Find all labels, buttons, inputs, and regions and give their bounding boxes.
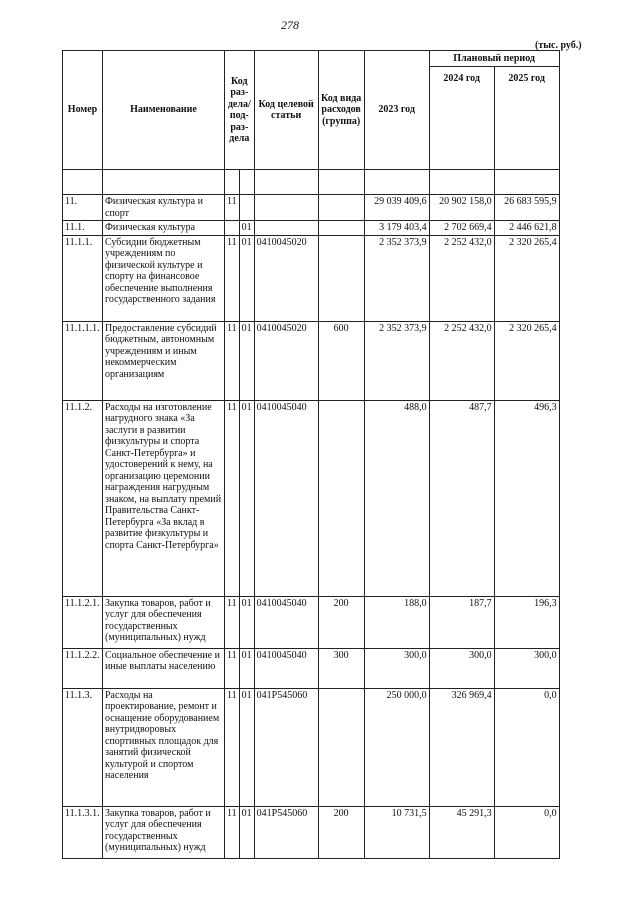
row-amount-2023: 29 039 409,6 bbox=[364, 195, 429, 221]
row-amount-2025: 300,0 bbox=[494, 648, 559, 688]
row-subsection: 01 bbox=[239, 806, 254, 858]
row-amount-2024: 187,7 bbox=[429, 596, 494, 648]
row-expense-type bbox=[318, 688, 364, 806]
row-section: 11 bbox=[225, 195, 240, 221]
table-row bbox=[63, 221, 560, 236]
row-amount-2023: 2 352 373,9 bbox=[364, 235, 429, 321]
header-plan-period: Плановый период bbox=[429, 51, 559, 67]
row-target-code: 041P545060 bbox=[254, 806, 318, 858]
row-name: Расходы на изготовление нагрудного знака «За заслуги в развитии физкультуры и спорта Санкт-Петербурга» и удостоверений к нему, на организацию церемонии награждения нагрудным знаком, на выплату премий Правительства Санкт-Петербурга «За вклад в развитие физкультуры и спорта Санкт-Петербурга» bbox=[103, 400, 225, 596]
row-expense-type: 600 bbox=[318, 321, 364, 400]
table-row bbox=[63, 648, 560, 688]
row-section: 11 bbox=[225, 235, 240, 321]
row-number: 11.1.1. bbox=[63, 235, 103, 321]
table-row bbox=[63, 235, 560, 321]
table-row bbox=[63, 688, 560, 806]
row-target-code: 0410045040 bbox=[254, 400, 318, 596]
row-name: Расходы на проектирование, ремонт и оснащение оборудованием внутридворовых спортивных площадок для занятий физической культурой и спортом населения bbox=[103, 688, 225, 806]
table-row bbox=[63, 321, 560, 400]
row-section: 11 bbox=[225, 688, 240, 806]
table-row bbox=[63, 596, 560, 648]
row-amount-2025: 0,0 bbox=[494, 806, 559, 858]
row-section: 11 bbox=[225, 400, 240, 596]
row-section: 11 bbox=[225, 596, 240, 648]
row-target-code: 041P545060 bbox=[254, 688, 318, 806]
row-amount-2024: 2 252 432,0 bbox=[429, 321, 494, 400]
row-amount-2024: 326 969,4 bbox=[429, 688, 494, 806]
row-number: 11.1.1.1. bbox=[63, 321, 103, 400]
row-section bbox=[225, 221, 240, 236]
row-number: 11.1.2.2. bbox=[63, 648, 103, 688]
row-section: 11 bbox=[225, 806, 240, 858]
row-subsection: 01 bbox=[239, 688, 254, 806]
row-number: 11.1.2. bbox=[63, 400, 103, 596]
row-amount-2023: 10 731,5 bbox=[364, 806, 429, 858]
page-number: 278 bbox=[281, 18, 299, 32]
row-amount-2023: 250 000,0 bbox=[364, 688, 429, 806]
row-number: 11.1.3.1. bbox=[63, 806, 103, 858]
row-target-code bbox=[254, 221, 318, 236]
row-amount-2024: 20 902 158,0 bbox=[429, 195, 494, 221]
table-row bbox=[63, 400, 560, 596]
row-number: 11. bbox=[63, 195, 103, 221]
row-amount-2025: 0,0 bbox=[494, 688, 559, 806]
row-number: 11.1.2.1. bbox=[63, 596, 103, 648]
header-section-code: Код раз- дела/ под- раз- дела bbox=[225, 51, 255, 170]
row-amount-2023: 3 179 403,4 bbox=[364, 221, 429, 236]
row-name: Предоставление субсидий бюджетным, автономным учреждениям и иным некоммерческим организациям bbox=[103, 321, 225, 400]
row-amount-2025: 496,3 bbox=[494, 400, 559, 596]
row-name: Закупка товаров, работ и услуг для обеспечения государственных (муниципальных) нужд bbox=[103, 806, 225, 858]
row-section: 11 bbox=[225, 321, 240, 400]
header-year-2024: 2024 год bbox=[429, 67, 494, 170]
header-name: Наименование bbox=[103, 51, 225, 170]
row-amount-2023: 488,0 bbox=[364, 400, 429, 596]
header-target-code: Код целевой статьи bbox=[254, 51, 318, 170]
header-year-2025: 2025 год bbox=[494, 67, 559, 170]
row-expense-type: 300 bbox=[318, 648, 364, 688]
row-expense-type bbox=[318, 195, 364, 221]
row-expense-type: 200 bbox=[318, 596, 364, 648]
row-subsection: 01 bbox=[239, 321, 254, 400]
row-target-code: 0410045040 bbox=[254, 596, 318, 648]
row-amount-2024: 2 702 669,4 bbox=[429, 221, 494, 236]
budget-table bbox=[62, 50, 560, 859]
table-row bbox=[63, 195, 560, 221]
row-expense-type bbox=[318, 400, 364, 596]
units-text: (тыс. руб.) bbox=[535, 40, 582, 51]
row-amount-2025: 26 683 595,9 bbox=[494, 195, 559, 221]
row-amount-2025: 2 446 621,8 bbox=[494, 221, 559, 236]
row-amount-2024: 45 291,3 bbox=[429, 806, 494, 858]
table-row bbox=[63, 806, 560, 858]
row-amount-2025: 196,3 bbox=[494, 596, 559, 648]
row-subsection: 01 bbox=[239, 221, 254, 236]
row-subsection bbox=[239, 195, 254, 221]
row-name: Субсидии бюджетным учреждениям по физической культуре и спорту на финансовое обеспечение выполнения государственного задания bbox=[103, 235, 225, 321]
row-name: Социальное обеспечение и иные выплаты населению bbox=[103, 648, 225, 688]
row-target-code: 0410045040 bbox=[254, 648, 318, 688]
header-year-2023: 2023 год bbox=[364, 51, 429, 170]
row-subsection: 01 bbox=[239, 235, 254, 321]
row-name: Закупка товаров, работ и услуг для обеспечения государственных (муниципальных) нужд bbox=[103, 596, 225, 648]
row-section: 11 bbox=[225, 648, 240, 688]
row-number: 11.1.3. bbox=[63, 688, 103, 806]
row-amount-2023: 300,0 bbox=[364, 648, 429, 688]
row-target-code: 0410045020 bbox=[254, 235, 318, 321]
row-expense-type bbox=[318, 221, 364, 236]
row-subsection: 01 bbox=[239, 400, 254, 596]
table-spacer-row bbox=[63, 170, 560, 195]
row-amount-2024: 487,7 bbox=[429, 400, 494, 596]
row-amount-2025: 2 320 265,4 bbox=[494, 321, 559, 400]
row-amount-2023: 2 352 373,9 bbox=[364, 321, 429, 400]
row-amount-2024: 300,0 bbox=[429, 648, 494, 688]
header-number: Номер bbox=[63, 51, 103, 170]
row-amount-2025: 2 320 265,4 bbox=[494, 235, 559, 321]
row-name: Физическая культура bbox=[103, 221, 225, 236]
row-expense-type bbox=[318, 235, 364, 321]
row-subsection: 01 bbox=[239, 596, 254, 648]
row-name: Физическая культура и спорт bbox=[103, 195, 225, 221]
row-target-code bbox=[254, 195, 318, 221]
row-target-code: 0410045020 bbox=[254, 321, 318, 400]
header-expense-type-code: Код вида расходов (группа) bbox=[318, 51, 364, 170]
row-number: 11.1. bbox=[63, 221, 103, 236]
row-amount-2024: 2 252 432,0 bbox=[429, 235, 494, 321]
row-subsection: 01 bbox=[239, 648, 254, 688]
row-amount-2023: 188,0 bbox=[364, 596, 429, 648]
row-expense-type: 200 bbox=[318, 806, 364, 858]
